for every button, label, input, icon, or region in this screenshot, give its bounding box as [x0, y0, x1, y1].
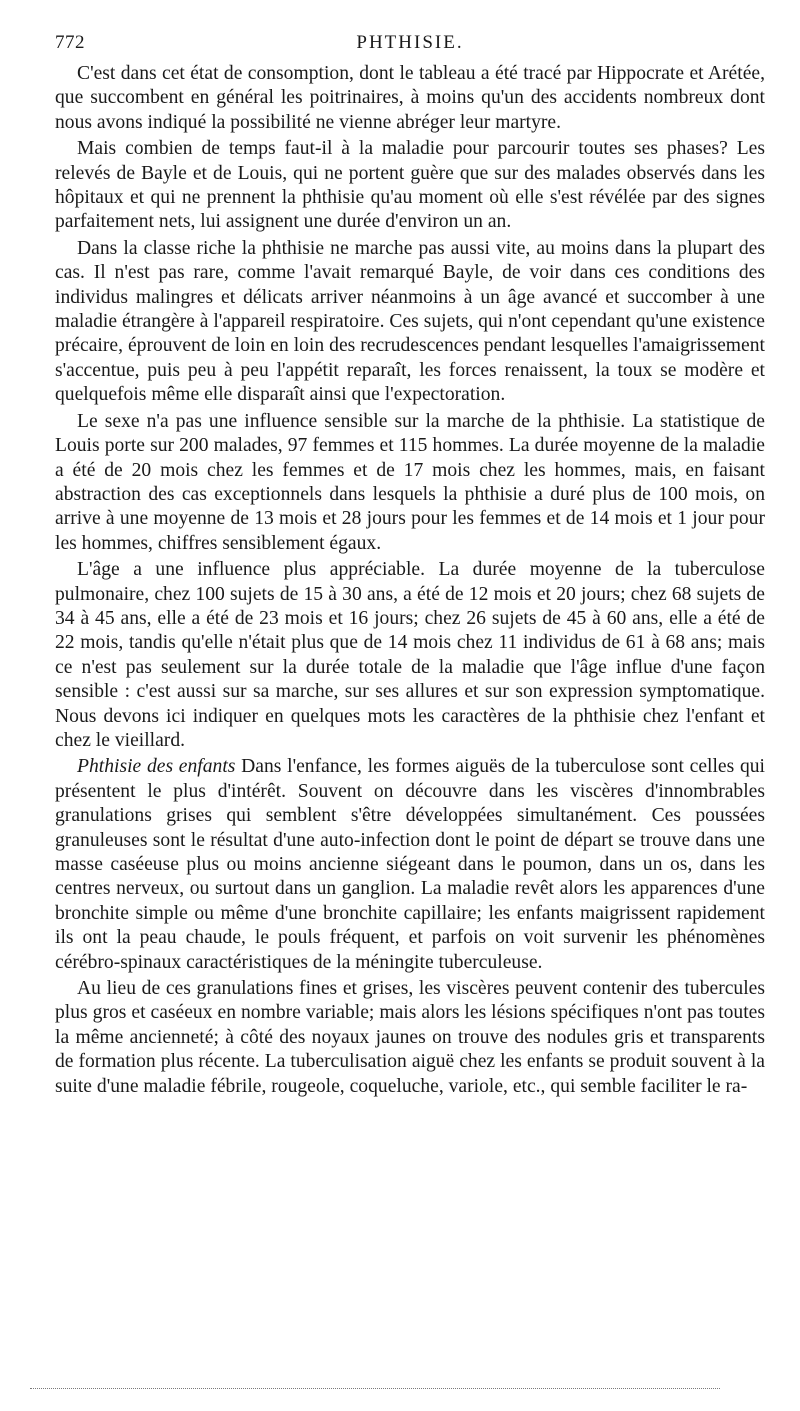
paragraph-text: Dans l'enfance, les formes aiguës de la tuberculose sont celles qui présentent le plus d'intérêt. Souvent on découvre dans les viscères d'innombrables granulations grises qui semblent s'être développées simultanément. Ces poussées granuleuses sont le résultat d'une auto-infection dont le point de départ se trouve dans une masse caséeuse plus ou moins ancienne siégeant dans le poumon, dans un os, dans les centres nerveux, ou surtout dans un ganglion. La maladie revêt alors les apparences d'une bronchite simple ou même d'une bronchite capillaire; les enfants maigrissent rapidement ils ont la peau chaude, le pouls fréquent, et parfois on voit survenir les phénomènes cérébro-spinaux caractéristiques de la méningite tuberculeuse.: [55, 756, 765, 973]
book-page: [55, 28, 765, 1101]
paragraph: [55, 755, 765, 975]
paragraph: Mais combien de temps faut-il à la maladie pour parcourir toutes ses phases? Les relevés de Bayle et de Louis, qui ne portent guère que sur des malades observés dans les hôpitaux et qui ne prennent la phthisie qu'au moment où elle s'est révélée par des signes parfaitement nets, lui assignent une durée d'environ un an.: [55, 138, 765, 233]
paragraph: C'est dans cet état de consomption, dont le tableau a été tracé par Hippocrate et Arétée, que succombent en général les poitrinaires, à moins qu'un des accidents nombreux dont nous avons indiqué la possibilité ne vienne abréger leur martyre.: [55, 63, 765, 133]
page-number: 772: [55, 32, 85, 53]
page-header: [55, 28, 765, 58]
footer-dotted-rule: [30, 1388, 720, 1389]
body-text: [55, 62, 765, 1099]
running-head: PHTHISIE.: [356, 32, 464, 53]
section-run-in-heading: Phthisie des enfants: [77, 756, 236, 778]
paragraph: Au lieu de ces granulations fines et grises, les viscères peuvent contenir des tubercules plus gros et caséeux en nombre variable; mais alors les lésions spécifiques n'ont pas toutes la même ancienneté; à côté des noyaux jaunes on trouve des nodules gris et transparents de formation plus récente. La tuberculisation aiguë chez les enfants se produit souvent à la suite d'une maladie fébrile, rougeole, coqueluche, variole, etc., qui semble faciliter le ra-: [55, 978, 765, 1097]
paragraph: Dans la classe riche la phthisie ne marche pas aussi vite, au moins dans la plupart des cas. Il n'est pas rare, comme l'avait remarqué Bayle, de voir dans ces conditions des individus malingres et délicats arriver néanmoins à un âge avancé et succomber à une maladie étrangère à l'appareil respiratoire. Ces sujets, qui n'ont cependant qu'une existence précaire, éprouvent de loin en loin des recrudescences pendant lesquelles l'amaigrissement s'accentue, puis peu à peu l'appétit reparaît, les forces renaissent, la toux se modère et quelquefois même elle disparaît ainsi que l'expectoration.: [55, 237, 765, 406]
paragraph: Le sexe n'a pas une influence sensible sur la marche de la phthisie. La statistique de Louis porte sur 200 malades, 97 femmes et 115 hommes. La durée moyenne de la maladie a été de 20 mois chez les femmes et de 17 mois chez les hommes, mais, en faisant abstraction des cas exceptionnels dans lesquels la phthisie a duré plus de 100 mois, on arrive à une moyenne de 13 mois et 28 jours pour les femmes et de 14 mois et 1 jour pour les hommes, chiffres sensiblement égaux.: [55, 410, 765, 554]
paragraph: L'âge a une influence plus appréciable. La durée moyenne de la tuberculose pulmonaire, chez 100 sujets de 15 à 30 ans, a été de 12 mois et 20 jours; chez 68 sujets de 34 à 45 ans, elle a été de 23 mois et 16 jours; chez 26 sujets de 45 à 60 ans, elle a été de 22 mois, tandis qu'elle n'était plus que de 14 mois chez 11 individus de 61 à 68 ans; mais ce n'est pas seulement sur la durée totale de la maladie que l'âge influe d'une façon sensible : c'est aussi sur sa marche, sur ses allures et sur son expression symptomatique. Nous devons ici indiquer en quelques mots les caractères de la phthisie chez l'enfant et chez le vieillard.: [55, 559, 765, 751]
